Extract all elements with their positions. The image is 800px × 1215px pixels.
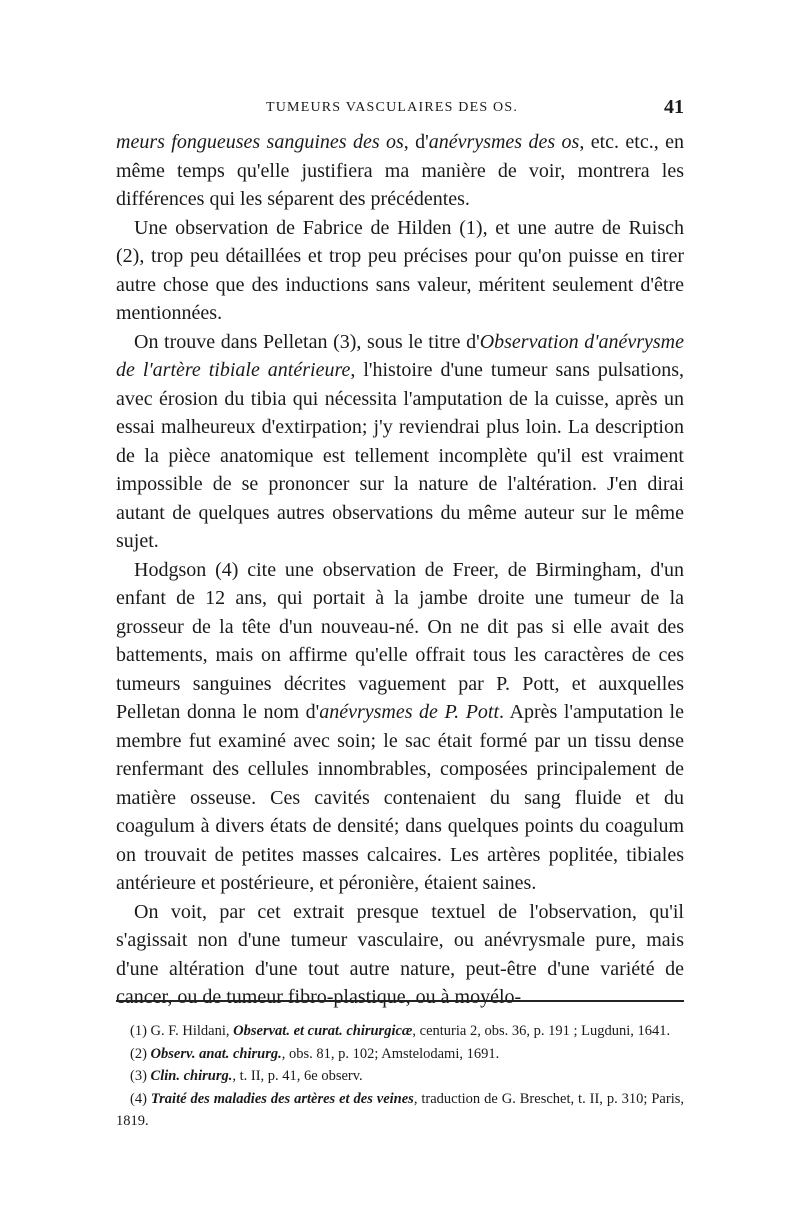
running-title: TUMEURS VASCULAIRES DES OS. [266, 100, 519, 115]
italic-phrase: anévrysmes des os [428, 131, 580, 153]
paragraph-3 [116, 328, 684, 556]
italic-phrase: meurs fongueuses sanguines des os [116, 131, 404, 153]
text-run: (4) [130, 1090, 151, 1107]
footnote-1 [116, 1020, 684, 1043]
footnote-3 [116, 1065, 684, 1088]
text-run: , centuria 2, obs. 36, p. 191 ; Lugduni, 1641. [412, 1023, 671, 1039]
text-run: , t. II, p. 41, 6e observ. [232, 1068, 363, 1084]
text-run: , d' [403, 131, 429, 153]
text-run: (2) [130, 1045, 151, 1062]
body-text [116, 128, 684, 1012]
text-run: , etc. etc., en même temps qu'elle justifiera ma manière de voir, montrera les différences qui les séparent des précédentes. [116, 131, 684, 210]
footnote-4 [116, 1088, 684, 1133]
text-run: , l'histoire d'une tumeur sans pulsations, avec érosion du tibia qui nécessita l'amputation de la cuisse, après un essai malheureux d'extirpation; j'y reviendrai plus loin. La description de la pièce anatomique est tellement incomplète qu'il est vraiment impossible de se prononcer sur la nature de l'altération. J'en dirai autant de quelques autres observations du même auteur sur le même sujet. [116, 359, 684, 552]
citation-title: Observ. anat. chirurg. [150, 1045, 282, 1062]
text-run: On trouve dans Pelletan (3), sous le titre d' [134, 330, 480, 353]
paragraph-5: On voit, par cet extrait presque textuel de l'observation, qu'il s'agissait non d'une tumeur vasculaire, ou anévrysmale pure, mais d'une altération d'une tout autre nature, peut-être d'une variété de cancer, ou de tumeur fibro-plastique, ou à moyélo- [116, 900, 684, 1008]
text-run: , traduction de G. Breschet, t. II, p. 310; Paris, 1819. [116, 1090, 684, 1129]
italic-title: Observation d'anévrysme de l'artère tibiale antérieure [116, 330, 684, 381]
footnote-divider [116, 1000, 684, 1002]
text-run: . Après l'amputation le membre fut examiné avec soin; le sac était formé par un tissu dense renfermant des cellules innombrables, composées principalement de matière osseuse. Ces cavités contenaient du sang fluide et du coagulum à divers états de densité; dans quelques points du coagulum on trouvait de petites masses calcaires. Les artères poplitée, tibiales antérieure et postérieure, et péronière, étaient saines. [116, 701, 684, 894]
text-run: (1) G. F. Hildani, [130, 1023, 234, 1039]
footnotes [116, 1020, 684, 1133]
text-run: (3) [130, 1068, 151, 1084]
paragraph-4 [116, 556, 684, 898]
footnote-2 [116, 1043, 684, 1066]
citation-title: Traité des maladies des artères et des veines [150, 1090, 414, 1107]
italic-phrase: anévrysmes de P. Pott [319, 701, 500, 723]
page-header [118, 96, 684, 122]
page-number: 41 [664, 96, 684, 118]
text-run: , obs. 81, p. 102; Amstelodami, 1691. [281, 1045, 500, 1062]
paragraph-1 [116, 128, 684, 214]
citation-title: Observat. et curat. chirurgicæ [233, 1023, 413, 1039]
paragraph-2: Une observation de Fabrice de Hilden (1), et une autre de Ruisch (2), trop peu détaillées et trop peu précises pour qu'on puisse en tirer autre chose que des inductions sans valeur, méritent seulement d'être mentionnées. [116, 216, 684, 324]
text-run: Hodgson (4) cite une observation de Freer, de Birmingham, d'un enfant de 12 ans, qui portait à la jambe droite une tumeur de la grosseur de la tête d'un nouveau-né. On ne dit pas si elle avait des battements, mais on affirme qu'elle offrait tous les caractères de ces tumeurs sanguines décrites vaguement par P. Pott, et auxquelles Pelletan donna le nom d' [116, 558, 684, 723]
citation-title: Clin. chirurg. [150, 1068, 233, 1084]
